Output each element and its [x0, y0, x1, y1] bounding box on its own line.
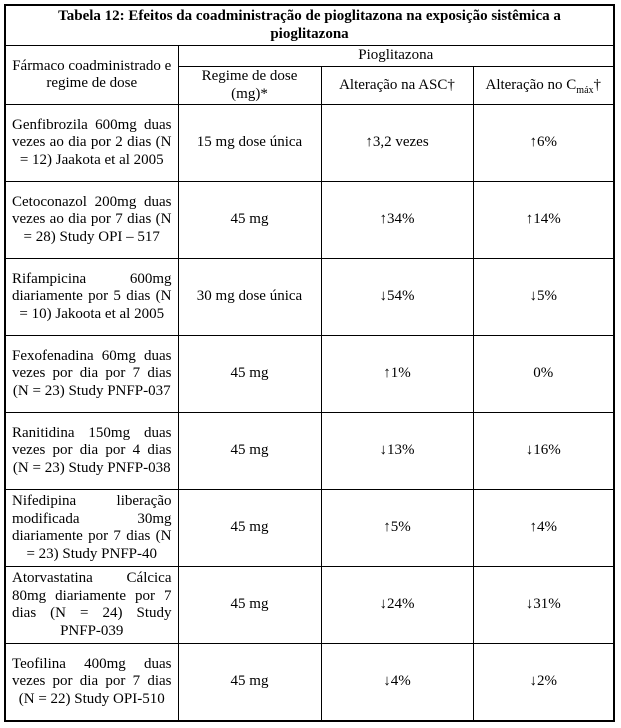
group-header-row — [5, 46, 614, 67]
table-row — [5, 567, 614, 644]
table-row — [5, 182, 614, 259]
column-group-header-pioglitazona: Pioglitazona — [178, 46, 614, 67]
column-header-dose-regimen: Regime de dose (mg)* — [178, 67, 321, 105]
cmax-change-cell: ↓16% — [473, 413, 614, 490]
drug-regimen-cell: Atorvastatina Cálcica 80mg diariamente por 7 dias (N = 24) Study PNFP-039 — [5, 567, 178, 644]
table-title: Tabela 12: Efeitos da coadministração de pioglitazona na exposição sistêmica a pioglitazona — [5, 5, 614, 46]
drug-regimen-cell: Fexofenadina 60mg duas vezes por dia por 7 dias (N = 23) Study PNFP-037 — [5, 336, 178, 413]
drug-regimen-cell: Rifampicina 600mg diariamente por 5 dias (N = 10) Jakoota et al 2005 — [5, 259, 178, 336]
pioglitazone-exposure-table — [4, 4, 615, 722]
dose-cell: 45 mg — [178, 644, 321, 721]
drug-regimen-cell: Ranitidina 150mg duas vezes por dia por 4 dias (N = 23) Study PNFP-038 — [5, 413, 178, 490]
table-row — [5, 490, 614, 567]
asc-change-cell: ↓24% — [321, 567, 473, 644]
asc-change-cell: ↑5% — [321, 490, 473, 567]
dose-cell: 45 mg — [178, 413, 321, 490]
table-row — [5, 105, 614, 182]
asc-change-cell: ↑1% — [321, 336, 473, 413]
drug-regimen-cell: Cetoconazol 200mg duas vezes ao dia por 7 dias (N = 28) Study OPI – 517 — [5, 182, 178, 259]
asc-change-cell: ↓4% — [321, 644, 473, 721]
asc-change-cell: ↓54% — [321, 259, 473, 336]
asc-change-cell: ↑3,2 vezes — [321, 105, 473, 182]
table-header — [5, 5, 614, 105]
cmax-change-cell: 0% — [473, 336, 614, 413]
table-row — [5, 259, 614, 336]
cmax-change-cell: ↑6% — [473, 105, 614, 182]
cmax-change-cell: ↓31% — [473, 567, 614, 644]
column-header-drug-regimen: Fármaco coadministrado e regime de dose — [5, 46, 178, 105]
table-row — [5, 644, 614, 721]
dose-cell: 45 mg — [178, 567, 321, 644]
asc-change-cell: ↓13% — [321, 413, 473, 490]
dose-cell: 30 mg dose única — [178, 259, 321, 336]
table-body — [5, 105, 614, 721]
dose-cell: 45 mg — [178, 490, 321, 567]
dose-cell: 45 mg — [178, 182, 321, 259]
cmax-change-cell: ↓2% — [473, 644, 614, 721]
dose-cell: 45 mg — [178, 336, 321, 413]
cmax-header-subscript: máx — [576, 84, 594, 96]
title-row — [5, 5, 614, 46]
asc-change-cell: ↑34% — [321, 182, 473, 259]
cmax-header-prefix: Alteração no C — [485, 76, 577, 93]
dose-cell: 15 mg dose única — [178, 105, 321, 182]
table-row — [5, 336, 614, 413]
column-header-asc-change: Alteração na ASC† — [321, 67, 473, 105]
column-header-cmax-change — [473, 67, 614, 105]
cmax-change-cell: ↑14% — [473, 182, 614, 259]
drug-regimen-cell: Teofilina 400mg duas vezes por dia por 7 dias (N = 22) Study OPI-510 — [5, 644, 178, 721]
cmax-header-dagger: † — [593, 76, 602, 93]
drug-regimen-cell: Genfibrozila 600mg duas vezes ao dia por 2 dias (N = 12) Jaakota et al 2005 — [5, 105, 178, 182]
drug-regimen-cell: Nifedipina liberação modificada 30mg diariamente por 7 dias (N = 23) Study PNFP-40 — [5, 490, 178, 567]
cmax-change-cell: ↓5% — [473, 259, 614, 336]
table-row — [5, 413, 614, 490]
cmax-change-cell: ↑4% — [473, 490, 614, 567]
